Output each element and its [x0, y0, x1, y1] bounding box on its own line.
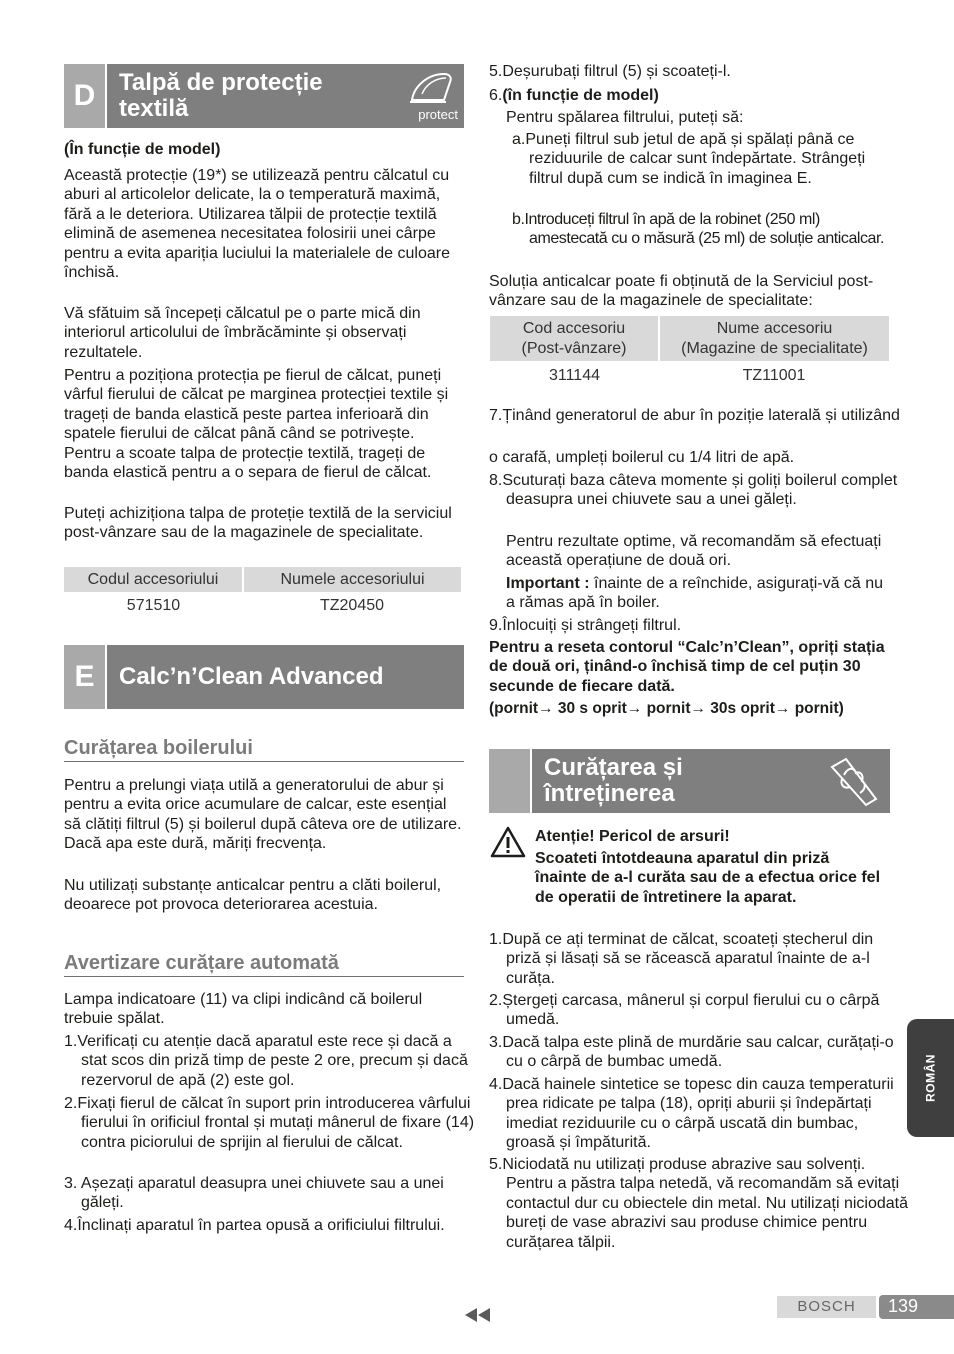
brand-label: BOSCH — [777, 1296, 876, 1318]
section-e-header — [64, 645, 464, 709]
care-section-title — [532, 749, 683, 813]
care-item-2: 2.Ștergeți carcasa, mânerul și corpul fierului cu o cârpă umedă. — [489, 992, 880, 1029]
section-d-para3: Pentru a poziționa protecția pe fierul de călcat, puneți vârful fierului de călcat pe marginea protecției textile și trageți de banda elastică peste partea inferioară din spatele fierului de călcat până când se potrivește. Pentru a scoate talpa de protecție textilă, trageți de banda elastică pentru a o separa de fierul de călcat. — [64, 367, 449, 482]
reset-sequence: (pornit→ 30 s oprit→ pornit→ 30s oprit→ pornit) — [489, 700, 844, 717]
step-8: 8.Scuturați baza câteva momente și goliți boilerul complet deasupra unei chiuvete sau a unei găleți. — [489, 472, 898, 509]
care-item-4: 4.Dacă hainele sintetice se topesc din cauza temperaturii prea ridicate pe talpa (18), opriți aburii și îndepărtați imediat reziduurile cu o cârpă uscată din bumbac, groasă și împăturită. — [489, 1076, 894, 1152]
warning-triangle-icon — [490, 826, 526, 858]
table-header-name-line1: Nume accesoriu — [716, 320, 833, 338]
solution-note: Soluția anticalcar poate fi obținută de la Serviciul post-vânzare sau de la magazinele de specialitate: — [489, 273, 874, 310]
warning-title: Atenție! Pericol de arsuri! — [535, 828, 730, 845]
protect-iron-icon — [404, 68, 460, 124]
step-7: 7.Ținând generatorul de abur în poziție laterală și utilizând — [489, 407, 900, 424]
right-accessory-table — [490, 316, 889, 391]
language-tab — [907, 1019, 954, 1137]
protect-label: protect — [418, 107, 458, 122]
table-header-name-line2: (Magazine de specialitate) — [681, 339, 868, 357]
care-header-blank-box — [489, 749, 532, 813]
warning-icon — [490, 826, 526, 858]
table-cell-name: TZ20450 — [319, 597, 385, 615]
step-6-model-note: (în funcție de model) — [502, 87, 659, 104]
step-6-intro: Pentru spălarea filtrului, puteți să: — [506, 109, 744, 126]
table-header-code-line1: Cod accesoriu — [522, 320, 626, 338]
auto-clean-step-1: 1.Verificați cu atenție dacă aparatul este rece și dacă a stat scos din priză timp de peste 2 ore, precum și dacă rezervorul de apă (2) este gol. — [64, 1033, 468, 1089]
table-header-code — [490, 316, 659, 361]
table-header-code-line2: (Post-vânzare) — [521, 339, 627, 357]
important-text: înainte de a reînchide, asigurați-vă că nu a rămas apă în boiler. — [506, 575, 884, 612]
section-e-letter: E — [64, 645, 107, 709]
section-d-model-note: (În funcție de model) — [64, 141, 221, 158]
step-6-number: 6. — [489, 87, 503, 104]
step-6a: a.Puneți filtrul sub jetul de apă și spălați până ce reziduurile de calcar sunt îndepărtate. Strângeți filtrul după cum se indică în imaginea E. — [512, 131, 866, 187]
care-item-5: 5.Niciodată nu utilizați produse abrazive sau solvenți. Pentru a păstra talpa netedă, vă recomandăm să evitați contactul dur cu obiectele din metal. Nu utilizați niciodată bureți de vase abrazivi sau produse chimice pentru curățarea tălpii. — [489, 1156, 908, 1251]
section-d-para1: Această protecție (19*) se utilizează pentru călcatul cu aburi al articolelor delicate, la o temperatură maximă, fără a le deteriora. Utilizarea tălpii de protecție textilă elimină de asemenea necesitatea folosirii unei cârpe pentru a evita apariția luciului la materialele de culoare închisă. — [64, 167, 450, 282]
table-header-name — [659, 316, 889, 361]
step-8-important — [506, 574, 891, 613]
step-9: 9.Înlocuiți și strângeți filtrul. — [489, 617, 682, 634]
auto-clean-step-2: 2.Fixați fierul de călcat în suport prin introducerea vârfului fierului în orificiul frontal și mutați mânerul de fixare (14) contra piciorului de sprijin al fierului de călcat. — [64, 1095, 475, 1151]
double-left-arrow-icon[interactable] — [465, 1308, 491, 1322]
iron-icon — [404, 68, 460, 108]
section-d-title — [107, 64, 323, 128]
language-tab-label: ROMÂN — [922, 1054, 937, 1102]
care-title-line2: întreținerea — [544, 780, 675, 807]
care-title-line1: Curățarea și — [544, 754, 683, 781]
back-arrows-icon[interactable] — [465, 1308, 491, 1327]
table-cell-code: 311144 — [548, 367, 600, 385]
step-6b: b.Introduceți filtrul în apă de la robinet (250 ml) amestecată cu o măsură (25 ml) de soluție anticalcar. — [512, 211, 884, 248]
care-item-3: 3.Dacă talpa este plină de murdărie sau calcar, curățați-o cu o cârpă de bumbac umedă. — [489, 1034, 894, 1071]
boiler-cleaning-para1: Pentru a prelungi viața utilă a generatorului de abur și pentru a evita orice acumulare de calcar, este esențial să clătiți filtrul (5) și boilerul după câteva ore de utilizare. Dacă apa este dură, măriți frecvența. — [64, 777, 462, 853]
section-e-title: Calc’n’Clean Advanced — [119, 663, 384, 690]
boiler-cleaning-subheading: Curățarea boilerului — [64, 739, 464, 762]
auto-clean-step-3: 3. Așezați aparatul deasupra unei chiuvete sau a unei găleți. — [64, 1175, 444, 1212]
table-cell-code: 571510 — [126, 597, 181, 615]
section-d-title-line2: textilă — [119, 95, 189, 122]
table-header-name: Numele accesoriului — [243, 567, 461, 592]
page-number: 139 — [879, 1295, 954, 1319]
boiler-cleaning-para2: Nu utilizați substanțe anticalcar pentru a clăti boilerul, deoarece pot provoca deteriorarea acestuia. — [64, 877, 442, 914]
section-d-para4: Puteți achiziționa talpa de proteție textilă de la serviciul post-vânzare sau de la magazinele de specialitate. — [64, 505, 452, 542]
care-item-1: 1.După ce ați terminat de călcat, scoateți ștecherul din priză și lăsați să se răcească aparatul înainte de a-l curăța. — [489, 931, 874, 987]
section-d-accessory-table — [64, 567, 461, 620]
auto-clean-step-4: 4.Înclinați aparatul în partea opusă a orificiului filtrului. — [64, 1217, 445, 1234]
reset-instructions: Pentru a reseta contorul “Calc’n’Clean”, opriți stația de două ori, ținând-o închisă timp de cel puțin 30 secunde de fiecare dată. — [489, 639, 885, 695]
cleaning-hand-icon — [826, 753, 882, 809]
step-6 — [489, 86, 908, 105]
section-d-header — [64, 64, 464, 128]
important-label: Important : — [506, 575, 590, 592]
section-d-para2: Vă sfătuim să începeți călcatul pe o parte mică din interiorul articolului de îmbrăcăminte și observați rezultatele. — [64, 305, 421, 361]
step-8-para: Pentru rezultate optime, vă recomandăm să efectuați această operațiune de două ori. — [506, 533, 882, 570]
auto-clean-para1: Lampa indicatoare (11) va clipi indicând că boilerul trebuie spălat. — [64, 991, 423, 1028]
step-5: 5.Deșurubați filtrul (5) și scoateți-l. — [489, 63, 731, 80]
auto-clean-subheading: Avertizare curățare automată — [64, 954, 464, 977]
warning-text: Scoateti întotdeauna aparatul din priză înainte de a-l curăta sau de a efectua orice fel de operatii de întretinere la aparat. — [535, 850, 881, 906]
table-header-code: Codul accesoriului — [64, 567, 243, 592]
section-d-title-line1: Talpă de protecție — [119, 69, 323, 96]
table-cell-name: TZ11001 — [742, 367, 806, 385]
step-7b: o carafă, umpleți boilerul cu 1/4 litri de apă. — [489, 449, 795, 466]
care-section-header — [489, 749, 890, 813]
section-d-letter: D — [64, 64, 107, 128]
hand-wipe-icon — [826, 753, 882, 809]
